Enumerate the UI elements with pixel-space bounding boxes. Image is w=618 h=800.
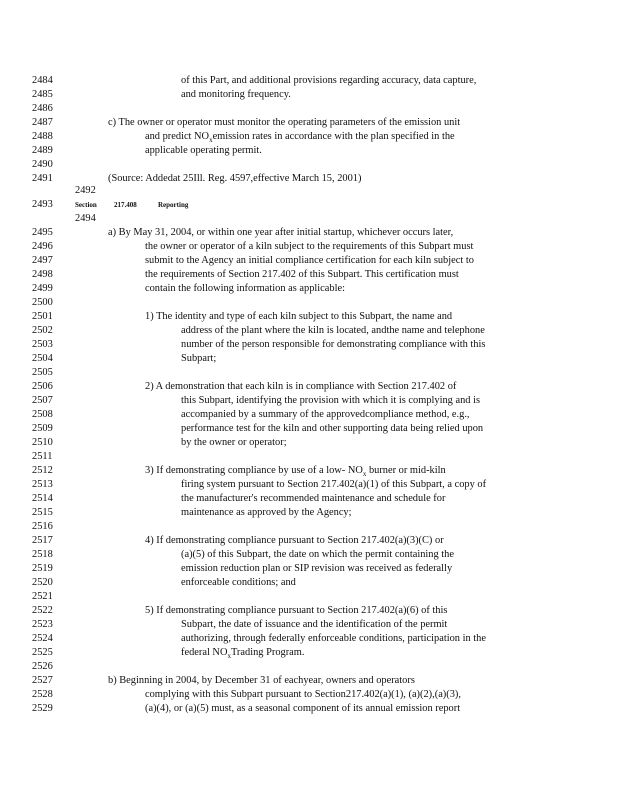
document-line [0, 604, 618, 618]
section-number: 217.408 [114, 201, 137, 209]
line-number: 2507 [32, 395, 53, 406]
line-number: 2503 [32, 339, 53, 350]
line-number: 2492 [75, 185, 96, 196]
document-line [0, 464, 618, 478]
line-number: 2488 [32, 131, 53, 142]
line-number: 2489 [32, 145, 53, 156]
line-number: 2528 [32, 689, 53, 700]
document-line [0, 422, 618, 436]
line-number: 2510 [32, 437, 53, 448]
document-line [0, 562, 618, 576]
document-line [0, 576, 618, 590]
document-line [0, 660, 618, 674]
line-number: 2524 [32, 633, 53, 644]
document-line [0, 116, 618, 130]
line-text: the requirements of Section 217.402 of this Subpart. This certification must [145, 269, 459, 280]
document-line [0, 254, 618, 268]
line-number: 2505 [32, 367, 53, 378]
line-number: 2529 [32, 703, 53, 714]
subscript: x [227, 652, 231, 661]
line-text: c) The owner or operator must monitor the operating parameters of the emission unit [108, 117, 461, 128]
document-line [0, 144, 618, 158]
document-line [0, 74, 618, 88]
document-line [0, 226, 618, 240]
document-line [0, 618, 618, 632]
line-number: 2484 [32, 75, 53, 86]
line-number: 2506 [32, 381, 53, 392]
line-text: contain the following information as applicable: [145, 283, 345, 294]
document-line [0, 102, 618, 116]
document-line [0, 548, 618, 562]
line-number: 2527 [32, 675, 53, 686]
line-number: 2521 [32, 591, 53, 602]
document-line [0, 88, 618, 102]
document-line [0, 478, 618, 492]
line-number: 2502 [32, 325, 53, 336]
line-number: 2513 [32, 479, 53, 490]
line-number: 2515 [32, 507, 53, 518]
document-line [0, 436, 618, 450]
line-text: 1) The identity and type of each kiln subject to this Subpart, the name and [145, 311, 453, 322]
line-text: authorizing, through federally enforceable conditions, participation in the [181, 633, 486, 644]
line-number: 2511 [32, 451, 53, 462]
line-text: and predict $NO_xemission$ rates in accordance with the plan specified in the [145, 131, 455, 145]
document-line [0, 534, 618, 548]
line-text: (Source: Addedat 25Ill. Reg. 4597,effective March 15, 2001) [108, 173, 362, 184]
line-text: 5) If demonstrating compliance pursuant to Section 217.402(a)(6) of this [145, 605, 448, 616]
line-text: accompanied by a summary of the approvedcompliance method, e.g., [181, 409, 470, 420]
line-text: the owner or operator of a kiln subject to the requirements of this Subpart must [145, 241, 474, 252]
subscript: x [209, 136, 213, 145]
document-line [0, 130, 618, 144]
document-line [0, 492, 618, 506]
line-number: 2493 [32, 199, 53, 210]
line-number: 2517 [32, 535, 53, 546]
line-text: 3) If demonstrating compliance by use of a low- $NO_x$ burner or mid-kiln [145, 465, 446, 479]
line-text: maintenance as approved by the Agency; [181, 507, 352, 518]
line-text: 4) If demonstrating compliance pursuant to Section 217.402(a)(3)(C) or [145, 535, 444, 546]
document-line [0, 506, 618, 520]
line-number: 2498 [32, 269, 53, 280]
section-title: Reporting [158, 201, 189, 209]
document-line [0, 158, 618, 172]
line-text: complying with this Subpart pursuant to Section217.402(a)(1), (a)(2),(a)(3), [145, 689, 461, 700]
document-line [0, 198, 618, 212]
line-number: 2508 [32, 409, 53, 420]
line-text: address of the plant where the kiln is located, andthe name and telephone [181, 325, 485, 336]
document-line [0, 688, 618, 702]
line-number: 2496 [32, 241, 53, 252]
line-number: 2486 [32, 103, 53, 114]
line-text: number of the person responsible for demonstrating compliance with this [181, 339, 486, 350]
document-line [0, 296, 618, 310]
line-number: 2522 [32, 605, 53, 616]
document-line [0, 702, 618, 716]
line-number: 2490 [32, 159, 53, 170]
line-number: 2491 [32, 173, 53, 184]
line-text: the manufacturer's recommended maintenance and schedule for [181, 493, 446, 504]
line-text: performance test for the kiln and other supporting data being relied upon [181, 423, 484, 434]
line-number: 2512 [32, 465, 53, 476]
document-line [0, 408, 618, 422]
line-number: 2525 [32, 647, 53, 658]
line-text: Subpart; [181, 353, 217, 364]
line-number: 2501 [32, 311, 53, 322]
document-line [0, 632, 618, 646]
line-number: 2485 [32, 89, 53, 100]
line-text: and monitoring frequency. [181, 89, 291, 100]
line-text: emission reduction plan or SIP revision was received as federally [181, 563, 453, 574]
document-line [0, 282, 618, 296]
line-text: by the owner or operator; [181, 437, 287, 448]
line-number: 2526 [32, 661, 53, 672]
document-line [0, 646, 618, 660]
line-text: (a)(5) of this Subpart, the date on which the permit containing the [181, 549, 454, 560]
line-number: 2514 [32, 493, 53, 504]
line-number: 2520 [32, 577, 53, 588]
line-text: (a)(4), or (a)(5) must, as a seasonal component of its annual emission report [145, 703, 461, 714]
line-text: 2) A demonstration that each kiln is in compliance with Section 217.402 of [145, 381, 457, 392]
subscript: x [362, 470, 367, 479]
line-number: 2523 [32, 619, 53, 630]
line-text: a) By May 31, 2004, or within one year after initial startup, whichever occurs later, [108, 227, 454, 238]
document-line [0, 520, 618, 534]
document-line [0, 338, 618, 352]
line-number: 2500 [32, 297, 53, 308]
line-number: 2494 [75, 213, 96, 224]
document-line [0, 674, 618, 688]
line-text: applicable operating permit. [145, 145, 262, 156]
line-text: Subpart, the date of issuance and the identification of the permit [181, 619, 448, 630]
line-number: 2499 [32, 283, 53, 294]
document-line [0, 394, 618, 408]
document-line [0, 268, 618, 282]
line-text: this Subpart, identifying the provision with which it is complying and is [181, 395, 480, 406]
line-number: 2495 [32, 227, 53, 238]
line-text: federal $NO_xTrading$ Program. [181, 647, 305, 661]
line-number: 2516 [32, 521, 53, 532]
line-text: b) Beginning in 2004, by December 31 of eachyear, owners and operators [108, 675, 415, 686]
document-line [0, 324, 618, 338]
document-line [0, 310, 618, 324]
section-label: Section [75, 201, 97, 209]
document-line [0, 212, 618, 226]
line-number: 2519 [32, 563, 53, 574]
document-line [0, 366, 618, 380]
document-line [0, 184, 618, 198]
document-line [0, 352, 618, 366]
line-text: enforceable conditions; and [181, 577, 296, 588]
line-number: 2509 [32, 423, 53, 434]
line-text: submit to the Agency an initial compliance certification for each kiln subject to [145, 255, 474, 266]
line-number: 2518 [32, 549, 53, 560]
document-line [0, 240, 618, 254]
document-line [0, 380, 618, 394]
line-number: 2487 [32, 117, 53, 128]
document-line [0, 450, 618, 464]
line-number: 2497 [32, 255, 53, 266]
line-text: firing system pursuant to Section 217.402(a)(1) of this Subpart, a copy of [181, 479, 487, 490]
line-text: of this Part, and additional provisions regarding accuracy, data capture, [181, 75, 477, 86]
document-line [0, 590, 618, 604]
line-number: 2504 [32, 353, 53, 364]
